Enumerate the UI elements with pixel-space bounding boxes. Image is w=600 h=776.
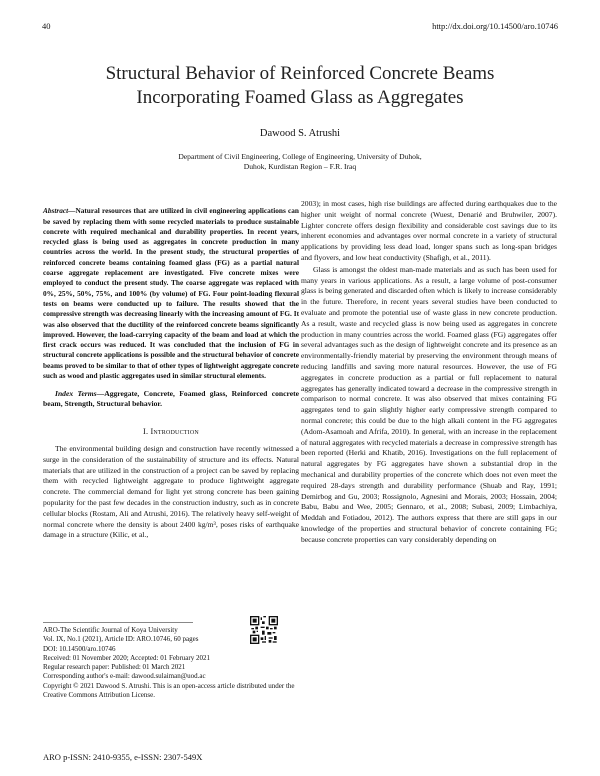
footnote-divider — [43, 622, 193, 623]
footnote-doi: DOI: 10.14500/aro.10746 — [43, 644, 116, 653]
abstract-text: —Natural resources that are utilized in civil engineering applications can be saved by replacing them with some recycled materials to produce sustainable concrete with required mechanical and durability properties. In recent years, recycled glass is being used as aggregates in concrete production in many countries across the world. In the present study, the structural properties of reinforced concrete beams containing foamed glass (FG) as a partial natural coarse aggregate replacement are investigated. Five concrete mixes were employed to conduct the present study. The coarse aggregate was replaced with 0%, 25%, 50%, 75%, and 100% (by volume) of FG. Four point-loading flexural tests on beams were conducted up to failure. The results showed that the compressive strength was decreasing linearly with the increasing amount of FG. It was also observed that the ductility of the reinforced concrete beams significantly improved. However, the load-carrying capacity of the beam and load at which the first crack occurs was reduced. It was concluded that the inclusion of FG in structural concrete applications is possible and the structural behavior of concrete beams proved to be similar to that of other types of lightweight aggregate concrete such as wood and plastic aggregates used in similar structural elements. — [43, 206, 299, 381]
issn-line: ARO p-ISSN: 2410-9355, e-ISSN: 2307-549X — [43, 752, 203, 762]
title-line-1: Structural Behavior of Reinforced Concrete Beams — [105, 63, 495, 84]
paper-title — [0, 62, 600, 110]
footnote-copyright: Copyright © 2021 Dawood S. Atrushi. This is an open-access article distributed under the Creative Commons Attribution License. — [43, 681, 295, 700]
footnote-volume: Vol. IX, No.1 (2021), Article ID: ARO.10746, 60 pages — [43, 635, 199, 644]
abstract — [43, 206, 299, 381]
left-column — [43, 199, 299, 541]
intro-paragraph: The environmental building design and construction have recently witnessed a surge in the consideration of the sustainability of structure and its effects. Natural materials that are utilized in the construction of a project can be saved by replacing them with recycled lightweight aggregate to produce lightweight aggregate concrete. The commercial demand for light yet strong concrete has been gaining popularity for the past few decades in the construction industry, such as in concrete cellular blocks (Rostam, Ali and Atrushi, 2016). The relatively heavy self-weight of normal concrete where the density is about 2400 kg/m³, poses risks of earthquake damage in a structure (Kilic, et al., — [43, 444, 299, 540]
author-name: Dawood S. Atrushi — [259, 128, 341, 139]
index-terms-lead: Index Terms — [55, 388, 97, 398]
doi-link[interactable]: http://dx.doi.org/10.14500/aro.10746 — [432, 21, 558, 31]
journal-footnote — [43, 626, 299, 700]
affiliation-line-1: Department of Civil Engineering, College of Engineering, University of Duhok, — [178, 152, 422, 161]
abstract-lead: Abstract — [43, 206, 69, 216]
index-terms — [43, 389, 299, 411]
title-line-2: Incorporating Foamed Glass as Aggregates — [136, 87, 464, 108]
footnote-dates: Received: 01 November 2020; Accepted: 01 February 2021 — [43, 653, 210, 662]
affiliation — [0, 152, 600, 172]
footnote-email: Corresponding author's e-mail: dawood.sulaiman@uod.ac — [43, 672, 206, 681]
body-paragraph-1: 2003); in most cases, high rise buildings are affected during earthquakes due to the higher unit weight of normal concrete (Wuest, Denarié and Bruhwiler, 2007). Lighter concrete offers design flexibility and considerable cost savings due to its inherent economies and advantages over normal concrete in a variety of structural applications by providing less dead load, longer spans such as long-span bridges and flyovers, and low heat conductivity (Shafigh, et al., 2011). — [301, 199, 557, 262]
body-paragraph-2: Glass is amongst the oldest man-made materials and as such has been used for many years in various applications. As a result, a large volume of post-consumer glass is being generated and discarded often which is likely to increase considerably in the future. Therefore, in recent years several studies have been conducted to evaluate and promote the potential use of waste glass in new concrete production. As a result, waste and recycled glass is now being used as aggregates in concrete production in many countries across the world. Foamed glass (FG) aggregates offer several advantages such as the design of lightweight concrete and its presence as an environmentally-friendly material by preserving the environment through means of reducing landfills and saving more natural resources. However, the use of FG aggregates in concrete production as a partial or full replacement to natural aggregates has generally indicated toward a decrease in the compressive strength in comparison to normal concrete. It was also observed that mixes containing FG aggregates tend to gain slightly higher early compressive strength compared to normal concrete; this could be due to the high alkali content in the FG aggregates (Adom-Asamoah and Afrifa, 2010). In general, with an increase in the replacement of natural aggregates with recycled materials a decrease in compressive strength has been reported (Herki and Khatib, 2016). Investigations on the full replacement of natural aggregates by FG aggregates have shown a substantial drop in the mechanical and durability properties of the concrete which does not even meet the required 28-days strength and durability performance (Shuab and Ray, 1991; Demirbog and Gu, 2003; Rossignolo, Agnesini and Morais, 2003; Hossain, 2004; Babu, Babu and Wee, 2005; Gennaro, et al., 2008; Subasi, 2009; Limbachiya, Meddah and Fotiadou, 2012). The authors express that there are still gaps in our knowledge of the properties and structural behavior of concrete containing FG; because concrete properties can vary considerably depending on — [301, 264, 557, 544]
right-column — [301, 199, 557, 546]
footnote-journal: ARO-The Scientific Journal of Koya University — [43, 626, 178, 634]
index-terms-text: —Aggregate, Concrete, Foamed glass, Reinforced concrete beam, Strength, Structural behavior. — [43, 388, 300, 409]
section-heading-introduction: I. Introduction — [143, 427, 199, 437]
page-number: 40 — [42, 21, 51, 31]
affiliation-line-2: Duhok, Kurdistan Region – F.R. Iraq — [243, 162, 357, 171]
footnote-published: Regular research paper: Published: 01 March 2021 — [43, 663, 186, 672]
